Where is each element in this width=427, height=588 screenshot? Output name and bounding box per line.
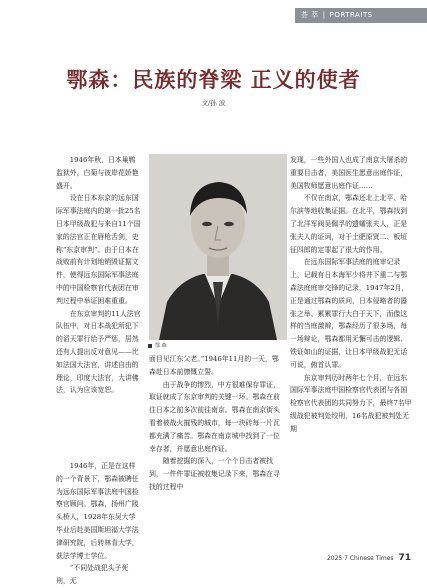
page-footer bbox=[327, 553, 411, 563]
column-middle-bottom bbox=[149, 353, 285, 494]
article-byline: 文/孙 波 bbox=[201, 99, 226, 107]
portrait-illustration bbox=[149, 154, 287, 340]
paragraph: 在远东国际军事法庭的庭审记录上，记载有日本海军少将井下重二与鄂森法庭庭审交锋的记录，1947年2月，正是通过鄂森的质问，日本侵略者的嚣张之举、累累罪行大白于天下，而像这样的当庭激辩，鄂森经历了很多场，每一场辩论，鄂森都用无懈可击的逻辑、铁证如山的证据，让日本甲级战犯无话可说，俯首认罪。 bbox=[290, 258, 409, 369]
paragraph: 东京审判历时两年七个月，在远东国际军事法庭中国检察官代表团与各国检察官代表团的共同努力下，最终7名甲级战犯被判处绞刑，16名战犯被判处无期 bbox=[290, 373, 412, 433]
paragraph: 在东京审判的11人法官队伍中，对日本战犯所犯下的滔天罪行给予严惩，居然还有人提出反对意见——比如法国大法官，讲述自由的理论，印度大法官，大讲佛法，认为应该宽恕。 bbox=[56, 309, 141, 395]
article-title: 鄂森：民族的脊梁 正义的使者 bbox=[66, 68, 361, 92]
section-label-cn: 荟 萃 bbox=[301, 11, 319, 19]
photo-caption bbox=[148, 342, 167, 349]
section-banner bbox=[295, 8, 427, 23]
caption-text: 鄂 森 bbox=[155, 343, 167, 349]
column-left-bottom bbox=[56, 460, 142, 588]
paragraph: 1946年，正是在这样的一个背景下，鄂森被聘任为远东国际军事法庭中国检察官顾问。鄂森，扬州广陵头桥人，1928年东吴大学毕业后赴美国斯坦福大学法律研究院，后转林肯大学，获法学博士学位。 bbox=[56, 462, 139, 560]
paragraph: 由于战争的惨烈，中方很难保存罪证，取证就成了东京审判的关键一环。鄂森在前往日本之前多次前往南京。鄂森在南京街头看着被战火摧残的城市，每一块砖每一片瓦都充满了痛苦。鄂森在南京城中找到了一位幸存者，并愿意出庭作证。 bbox=[149, 380, 280, 453]
paragraph: 面目见江东父老。”1946年11月的一天，鄂森赴日本前慷慨立誓。 bbox=[149, 355, 279, 376]
paragraph: 发现，一些外国人也成了南京大屠杀的重要目击者，美国医生愿意出庭作证，美国牧师愿意出庭作证…… bbox=[290, 156, 408, 190]
column-left-top bbox=[56, 154, 142, 397]
paragraph: 不仅在南京，鄂森还北上北平、哈尔滨等地收集证据。在北平，鄂森找到了北洋军阀吴佩孚的遗孀张夫人，正是张夫人的证词，对于土肥原贤二、板垣征四郎的定罪起了很大的作用。 bbox=[290, 194, 408, 254]
magazine-name: Chinese Times bbox=[349, 555, 394, 562]
section-separator: | bbox=[322, 11, 326, 19]
issue-date: 2025·7 bbox=[326, 555, 348, 562]
column-right bbox=[290, 154, 414, 436]
section-label-en: PORTRAITS bbox=[329, 11, 373, 19]
page-header bbox=[0, 0, 427, 30]
caption-marker-icon bbox=[148, 344, 152, 348]
paragraph: “不同处战犯头子死刑，无 bbox=[56, 564, 129, 586]
paragraph: 1946年秋，日本巢鸭监狱外，白菊与彼岸花娇艳盛开。 bbox=[56, 156, 139, 190]
paragraph: 随着挖掘的深入，一个个日击者被找到，一件件罪证被收集记录下来，鄂森在寻找的过程中 bbox=[149, 457, 280, 491]
page-number: 71 bbox=[398, 553, 411, 563]
portrait-photo bbox=[149, 154, 287, 340]
paragraph: 设在日本东京的远东国际军事法庭内的第一批25名日本甲级战犯与来自11个国家的法官正在唇枪舌剑，史称“东京审判”。由于日本在战败前有计划地销毁证据文件，使得远东国际军事法庭中的中国检察官代表团在审判过程中举证困难重重。 bbox=[56, 194, 141, 305]
